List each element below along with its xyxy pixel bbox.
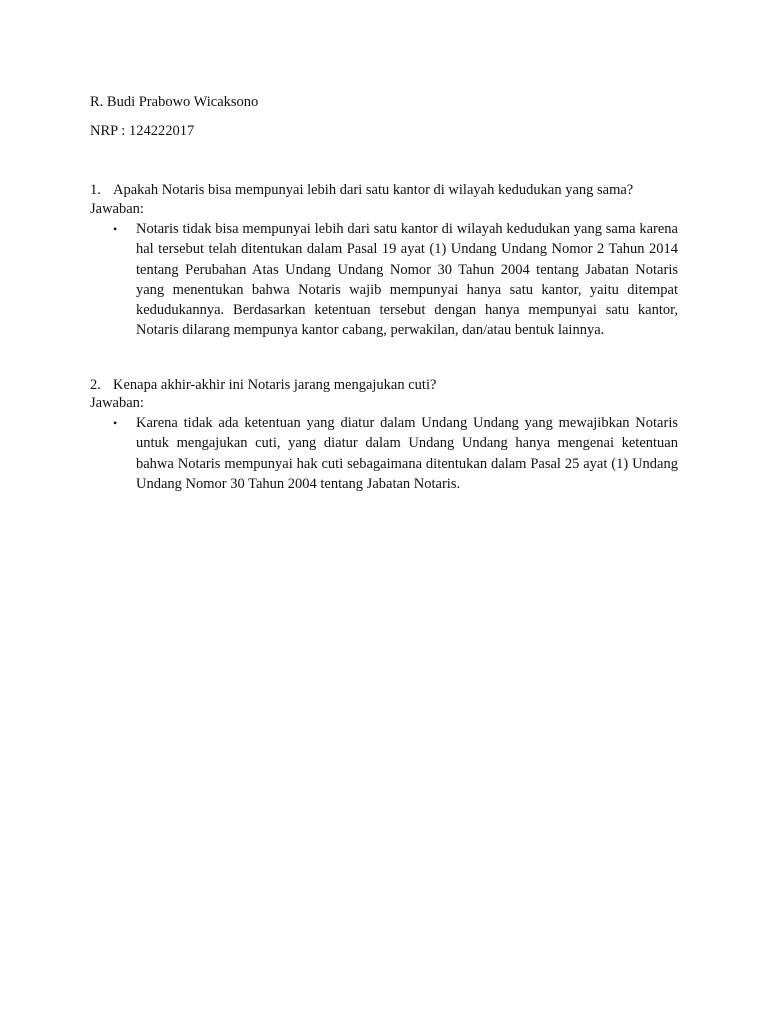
question-text: Apakah Notaris bisa mempunyai lebih dari satu kantor di wilayah kedudukan yang sama? [113, 182, 634, 198]
question-number: 1. [90, 182, 101, 198]
author-name: R. Budi Prabowo Wicaksono [90, 94, 259, 110]
answer-text: Notaris tidak bisa mempunyai lebih dari satu kantor di wilayah kedudukan yang sama karena hal tersebut telah ditentukan dalam Pasal 19 ayat (1) Undang Undang Nomor 2 Tahun 2014 tentang Perubahan Atas Undang Undang Nomor 30 Tahun 2004 tentang Jabatan Notaris yang menentukan bahwa Notaris wajib mempunyai hanya satu kantor, yaitu ditempat kedudukannya. Berdasarkan ketentuan tersebut dengan hanya mempunyai satu kantor, Notaris dilarang mempunya kantor cabang, perwakilan, dan/atau bentuk lainnya. [136, 221, 678, 339]
student-id: NRP : 124222017 [90, 123, 195, 139]
question-text: Kenapa akhir-akhir ini Notaris jarang mengajukan cuti? [113, 377, 437, 393]
bullet-icon: • [113, 416, 118, 430]
question-number: 2. [90, 377, 101, 393]
answer-text: Karena tidak ada ketentuan yang diatur dalam Undang Undang yang mewajibkan Notaris untuk mengajukan cuti, yang diatur dalam Undang Undang hanya mengenai ketentuan bahwa Notaris mempunyai hak cuti sebagaimana ditentukan dalam Pasal 25 ayat (1) Undang Undang Nomor 30 Tahun 2004 tentang Jabatan Notaris. [136, 415, 678, 492]
answer-label: Jawaban: [90, 395, 144, 411]
answer-label: Jawaban: [90, 201, 144, 217]
bullet-icon: • [113, 222, 118, 236]
